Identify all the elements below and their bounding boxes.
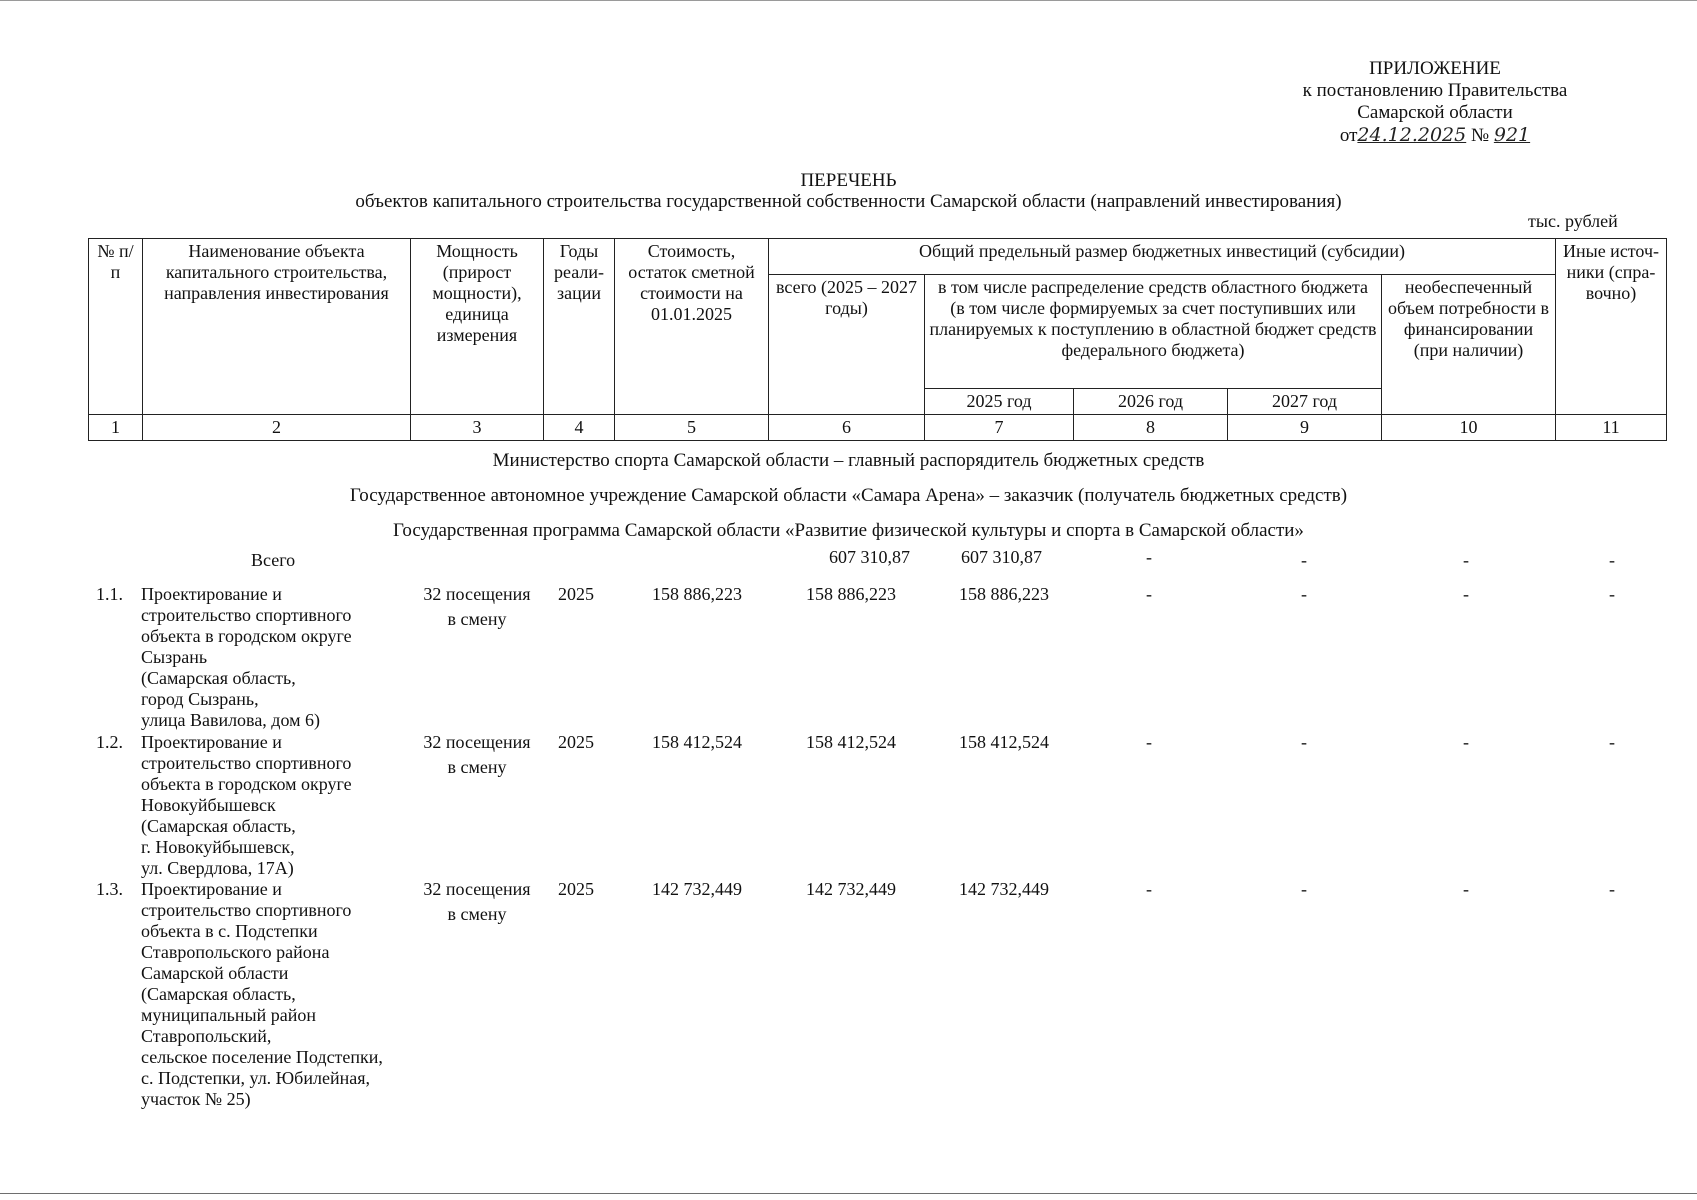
row-1-2-unfunded: - <box>1463 732 1469 752</box>
row-1-1-name: Проектирование и строительство спортивного объекта в городском округе Сызрань (Самарская область, город Сызрань, улица Вавилова, дом 6) <box>141 584 352 730</box>
document-subtitle: объектов капитального строительства государственной собственности Самарской области (направлений инвестирования) <box>355 191 1342 212</box>
row-1-1-number: 1.1. <box>96 584 123 604</box>
appendix-line-1: к постановлению Правительства <box>1302 80 1568 101</box>
row-1-1-other: - <box>1609 584 1615 604</box>
col-number-4: 4 <box>544 415 615 441</box>
row-1-1-capacity: 32 посещения в смену <box>423 584 531 629</box>
row-1-2-cost: 158 412,524 <box>652 732 742 752</box>
total-col-8: - <box>1146 547 1152 567</box>
row-1-2-capacity: 32 посещения в смену <box>423 732 531 777</box>
header-group-investments: Общий предельный размер бюджетных инвестиций (субсидии) <box>769 239 1556 275</box>
units-label: тыс. рублей <box>1528 211 1618 231</box>
row-1-3-2025: 142 732,449 <box>959 879 1049 899</box>
row-1-2-2026: - <box>1146 732 1152 752</box>
col-number-6: 6 <box>769 415 925 441</box>
appendix-title: ПРИЛОЖЕНИЕ <box>1369 58 1501 79</box>
row-1-3-total: 142 732,449 <box>806 879 896 899</box>
total-col-10: - <box>1463 550 1469 570</box>
header-col-1: № п/п <box>89 239 143 415</box>
row-1-1-2025: 158 886,223 <box>959 584 1049 604</box>
total-label: Всего <box>251 550 296 570</box>
row-1-2-other: - <box>1609 732 1615 752</box>
row-1-3-cost: 142 732,449 <box>652 879 742 899</box>
row-1-3-name: Проектирование и строительство спортивного объекта в с. Подстепки Ставропольского района Самарской области (Самарская область, муниципальный район Ставропольский, сельское поселение Подстепки, с. Подстепки, ул. Юбилейная, участок № 25) <box>141 879 383 1109</box>
row-1-2-years: 2025 <box>558 732 594 752</box>
row-1-2-number: 1.2. <box>96 732 123 752</box>
col-number-5: 5 <box>615 415 769 441</box>
section-program: Государственная программа Самарской области «Развитие физической культуры и спорта в Самарской области» <box>393 520 1304 541</box>
header-col-6: всего (2025 – 2027 годы) <box>769 275 925 415</box>
header-col-8: 2026 год <box>1074 389 1228 415</box>
bottom-scan-line <box>0 1193 1697 1194</box>
row-1-3-years: 2025 <box>558 879 594 899</box>
col-number-9: 9 <box>1228 415 1382 441</box>
handwritten-date: 24.12.2025 <box>1357 124 1467 146</box>
section-customer: Государственное автономное учреждение Самарской области «Самара Арена» – заказчик (получатель бюджетных средств) <box>349 485 1348 506</box>
header-col-5: Стоимость, остаток сметной стоимости на 01.01.2025 <box>615 239 769 415</box>
total-col-11: - <box>1609 550 1615 570</box>
row-1-2-total: 158 412,524 <box>806 732 896 752</box>
header-col-2: Наименование объекта капитального строительства, направления инвестирования <box>143 239 411 415</box>
appendix-line-2: Самарской области <box>1357 102 1513 123</box>
col-number-1: 1 <box>89 415 143 441</box>
handwritten-number: 921 <box>1493 124 1531 146</box>
header-col-9: 2027 год <box>1228 389 1382 415</box>
row-1-1-unfunded: - <box>1463 584 1469 604</box>
row-1-2-2025: 158 412,524 <box>959 732 1049 752</box>
total-col-9: - <box>1301 550 1307 570</box>
header-table <box>88 238 1667 441</box>
col-number-8: 8 <box>1074 415 1228 441</box>
header-col-10: необеспеченный объем потребности в финансировании (при наличии) <box>1382 275 1556 415</box>
row-1-2-2027: - <box>1301 732 1307 752</box>
row-1-3-number: 1.3. <box>96 879 123 899</box>
date-prefix: от <box>1339 125 1358 146</box>
header-col-3: Мощность (прирост мощности), единица измерения <box>411 239 544 415</box>
document-title: ПЕРЕЧЕНЬ <box>800 170 897 191</box>
appendix-date-line <box>1275 124 1595 147</box>
row-1-3-2027: - <box>1301 879 1307 899</box>
row-1-3-capacity: 32 посещения в смену <box>423 879 531 924</box>
header-col-4: Годы реали-зации <box>544 239 615 415</box>
header-col-11: Иные источ-ники (спра-вочно) <box>1556 239 1667 415</box>
row-1-1-total: 158 886,223 <box>806 584 896 604</box>
row-1-1-cost: 158 886,223 <box>652 584 742 604</box>
appendix-block <box>1275 58 1595 147</box>
row-1-1-years: 2025 <box>558 584 594 604</box>
row-1-3-unfunded: - <box>1463 879 1469 899</box>
top-scan-line <box>0 0 1697 1</box>
total-col-7: 607 310,87 <box>961 547 1042 567</box>
row-1-1-2027: - <box>1301 584 1307 604</box>
col-number-11: 11 <box>1556 415 1667 441</box>
header-subgroup-distribution: в том числе распределение средств областного бюджета (в том числе формируемых за счет поступивших или планируемых к поступлению в областной бюджет средств федерального бюджета) <box>925 275 1382 389</box>
row-1-3-other: - <box>1609 879 1615 899</box>
row-1-3-2026: - <box>1146 879 1152 899</box>
total-col-6: 607 310,87 <box>829 547 910 567</box>
row-1-1-2026: - <box>1146 584 1152 604</box>
col-number-10: 10 <box>1382 415 1556 441</box>
col-number-3: 3 <box>411 415 544 441</box>
section-ministry: Министерство спорта Самарской области – главный распорядитель бюджетных средств <box>492 450 1205 471</box>
col-number-7: 7 <box>925 415 1074 441</box>
row-1-2-name: Проектирование и строительство спортивного объекта в городском округе Новокуйбышевск (Самарская область, г. Новокуйбышевск, ул. Свердлова, 17А) <box>141 732 352 878</box>
header-col-7: 2025 год <box>925 389 1074 415</box>
number-prefix: № <box>1470 125 1490 146</box>
col-number-2: 2 <box>143 415 411 441</box>
